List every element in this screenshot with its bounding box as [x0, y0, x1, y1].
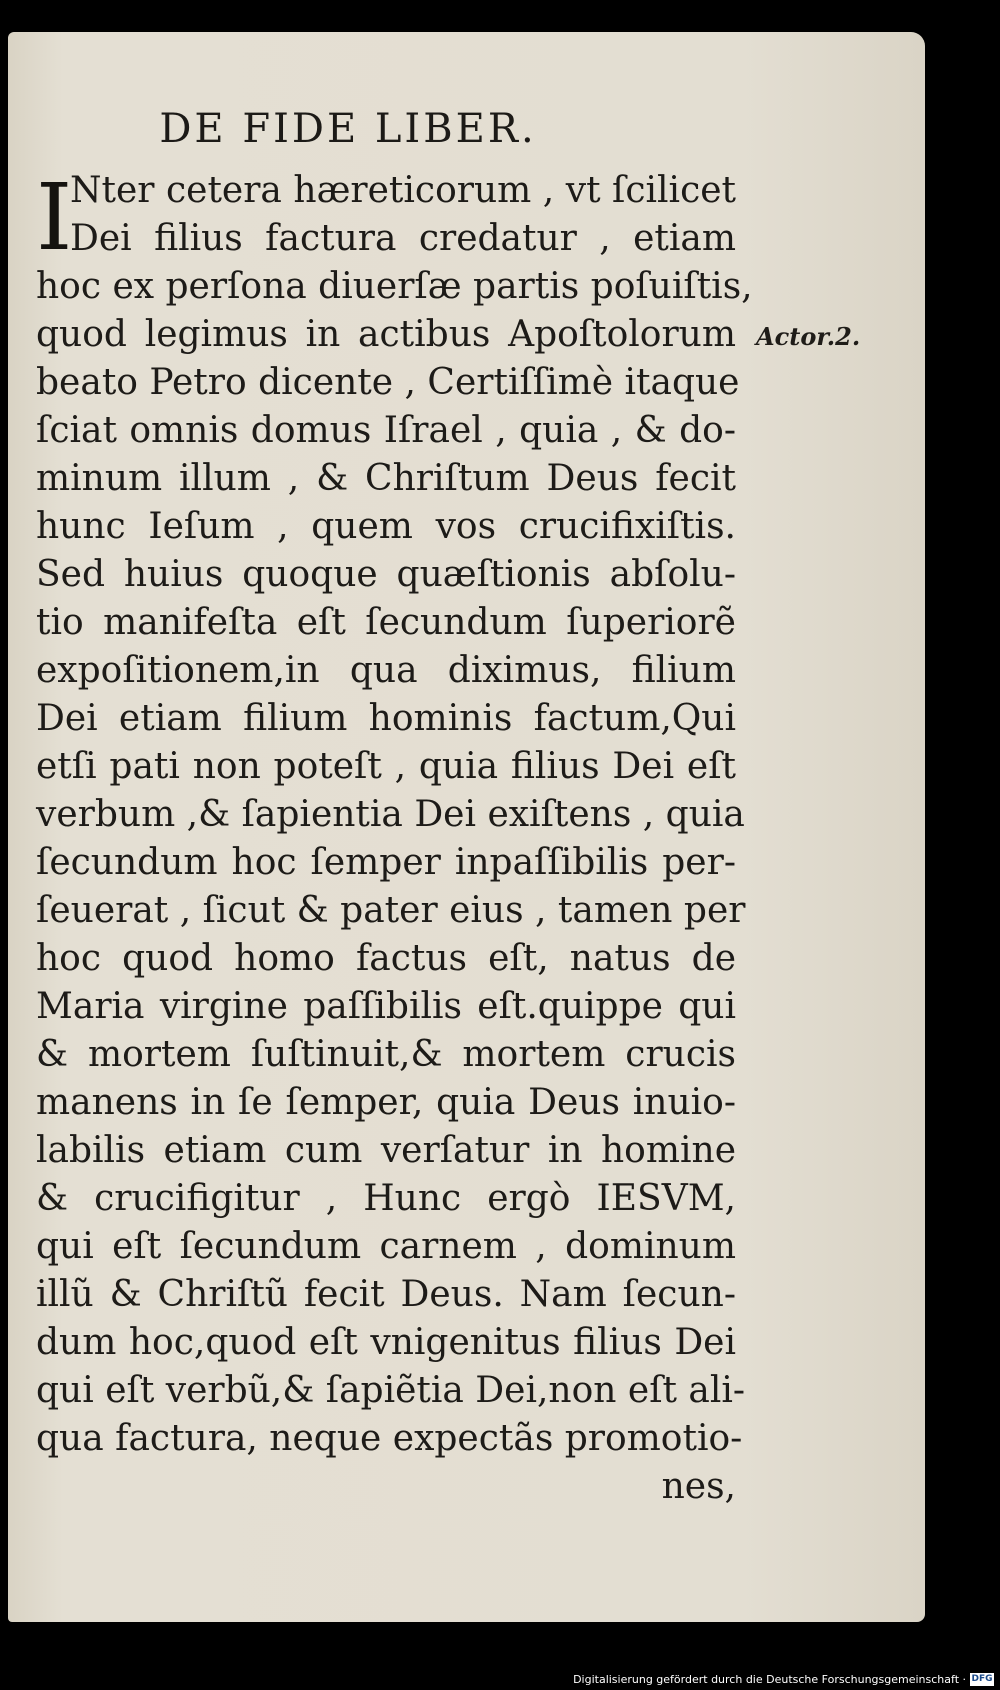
text-line: hunc Ieſum , quem vos crucifixiſtis.	[36, 506, 736, 547]
catchword: nes,	[661, 1466, 736, 1507]
text-line: illũ & Chriſtũ fecit Deus. Nam ſecun-	[36, 1274, 736, 1315]
text-line: qui eſt verbũ,& ſapiẽtia Dei,non eſt ali-	[36, 1370, 746, 1411]
text-line: beato Petro dicente , Certiſſimè itaque	[36, 362, 740, 403]
text-line: Nter cetera hæreticorum , vt ſcilicet	[70, 170, 736, 211]
text-line: expoſitionem,in qua diximus, filium	[36, 650, 736, 691]
running-head: DE FIDE LIBER.	[159, 106, 537, 152]
text-line: & mortem ſuſtinuit,& mortem crucis	[36, 1034, 736, 1075]
text-line: & crucifigitur , Hunc ergò IESVM,	[36, 1178, 736, 1219]
text-line: Dei filius factura credatur , etiam	[70, 218, 736, 259]
text-line: ſeuerat , ſicut & pater eius , tamen per	[36, 890, 746, 931]
text-line: hoc quod homo factus eſt, natus de	[36, 938, 736, 979]
text-line: etſi pati non poteſt , quia filius Dei eſt	[36, 746, 736, 787]
text-line: dum hoc,quod eſt vnigenitus filius Dei	[36, 1322, 736, 1363]
body-text	[36, 164, 753, 1511]
text-line: labilis etiam cum verſatur in homine	[36, 1130, 736, 1171]
marginal-note: Actor.2.	[756, 322, 861, 351]
text-line: verbum ,& ſapientia Dei exiſtens , quia	[36, 794, 745, 835]
text-line: quod legimus in actibus Apoſtolorum	[36, 314, 736, 355]
text-line: Maria virgine paſſibilis eſt.quippe qui	[36, 986, 736, 1027]
text-line: Dei etiam filium hominis factum,Qui	[36, 698, 736, 739]
text-line: tio manifeſta eſt ſecundum ſuperiorẽ	[36, 602, 736, 643]
text-line: ſecundum hoc ſemper inpaſſibilis per-	[36, 842, 736, 883]
text-line: ſciat omnis domus Iſrael , quia , & do-	[36, 410, 736, 451]
text-line: manens in ſe ſemper, quia Deus inuio-	[36, 1082, 736, 1123]
text-line: hoc ex perſona diuerſæ partis poſuiſtis,	[36, 266, 753, 307]
book-page	[8, 32, 925, 1622]
drop-cap: I	[36, 164, 73, 271]
text-line: qua factura, neque expectãs promotio-	[36, 1418, 743, 1459]
text-line: minum illum , & Chriſtum Deus fecit	[36, 458, 736, 499]
dfg-logo: DFG	[971, 1674, 993, 1684]
text-line: qui eſt ſecundum carnem , dominum	[36, 1226, 736, 1267]
digitization-credit: Digitalisierung gefördert durch die Deutsche Forschungsgemeinschaft ·	[573, 1673, 966, 1686]
text-line: Sed huius quoque quæſtionis abſolu-	[36, 554, 736, 595]
